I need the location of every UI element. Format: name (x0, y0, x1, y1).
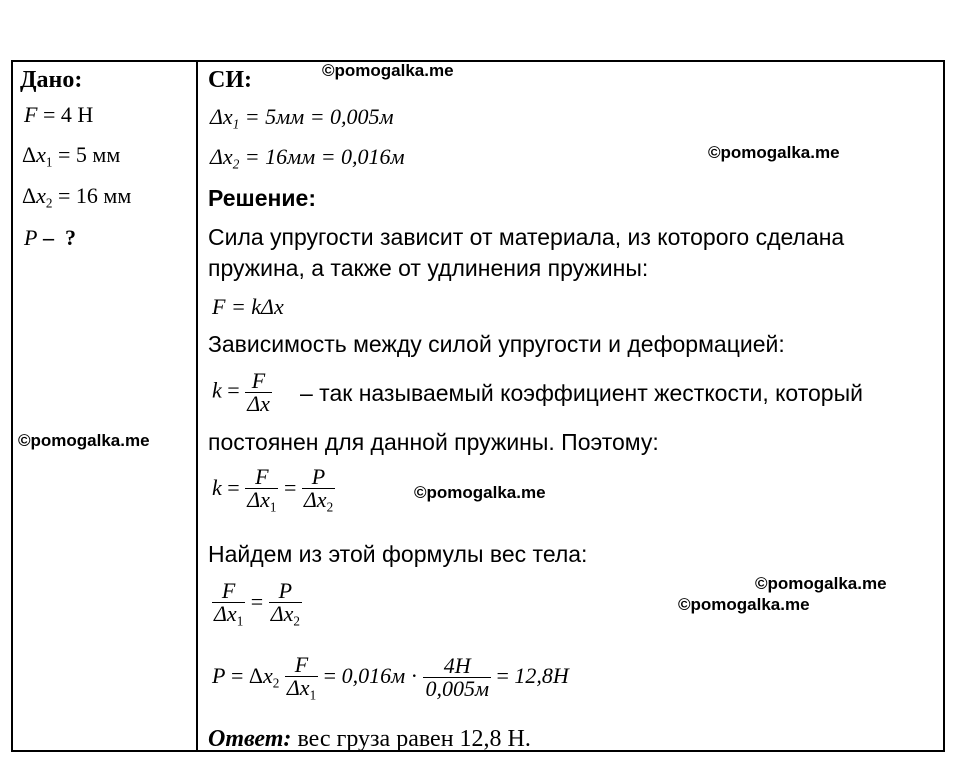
si-title: СИ: (208, 67, 252, 93)
watermark-3: ©pomogalka.me (18, 431, 150, 450)
watermark-6: ©pomogalka.me (678, 595, 810, 614)
formula-proportion: $\frac{F}{\Delta x_1}$ = $\frac{P}{\Delta x_2}$ (214, 578, 300, 629)
solution-text-3a: – так называемый коэффициент жесткости, который (300, 380, 863, 406)
watermark-2: ©pomogalka.me (708, 143, 840, 162)
solution-title: Решение: (208, 185, 317, 211)
formula-k: k = $\frac{F}{\Delta x}$ (212, 368, 270, 416)
si-dx2: $\Delta x_2 = 16мм = 0,016м$ (210, 144, 405, 172)
given-dx1: $\Delta x_1 = 5$ мм (22, 142, 121, 170)
given-unknown: P – ? (24, 225, 76, 250)
solution-text-4: Найдем из этой формулы вес тела: (208, 541, 588, 567)
solution-text-3b: постоянен для данной пружины. Поэтому: (208, 429, 659, 455)
given-force: F = 4 Н (24, 102, 94, 127)
answer-line: Ответ: вес груза равен 12,8 Н. (208, 726, 531, 752)
solution-text-1b: пружина, а также от удлинения пружины: (208, 255, 649, 281)
watermark-5: ©pomogalka.me (755, 574, 887, 593)
solution-table (11, 60, 945, 752)
solution-text-2: Зависимость между силой упругости и деформацией: (208, 331, 785, 357)
given-dx2: $\Delta x_2 = 16$ мм (22, 183, 132, 211)
watermark-1: ©pomogalka.me (322, 61, 454, 80)
si-dx1: $\Delta x_1 = 5мм = 0,005м$ (210, 104, 394, 132)
formula-k-ratio: k = $\frac{F}{\Delta x_1}$ = $\frac{P}{\Delta x_2}$ (212, 464, 334, 515)
watermark-4: ©pomogalka.me (414, 483, 546, 502)
given-title: Дано: (20, 67, 83, 93)
formula-hooke: F = kΔx (212, 294, 284, 319)
solution-text-1a: Сила упругости зависит от материала, из которого сделана (208, 224, 845, 250)
formula-calculation: $P = \Delta x_2$ $\frac{F}{\Delta x_1}$ = 0,016м · $\frac{4Н}{0,005м}$ = 12,8Н (212, 652, 569, 703)
column-divider (196, 60, 198, 752)
